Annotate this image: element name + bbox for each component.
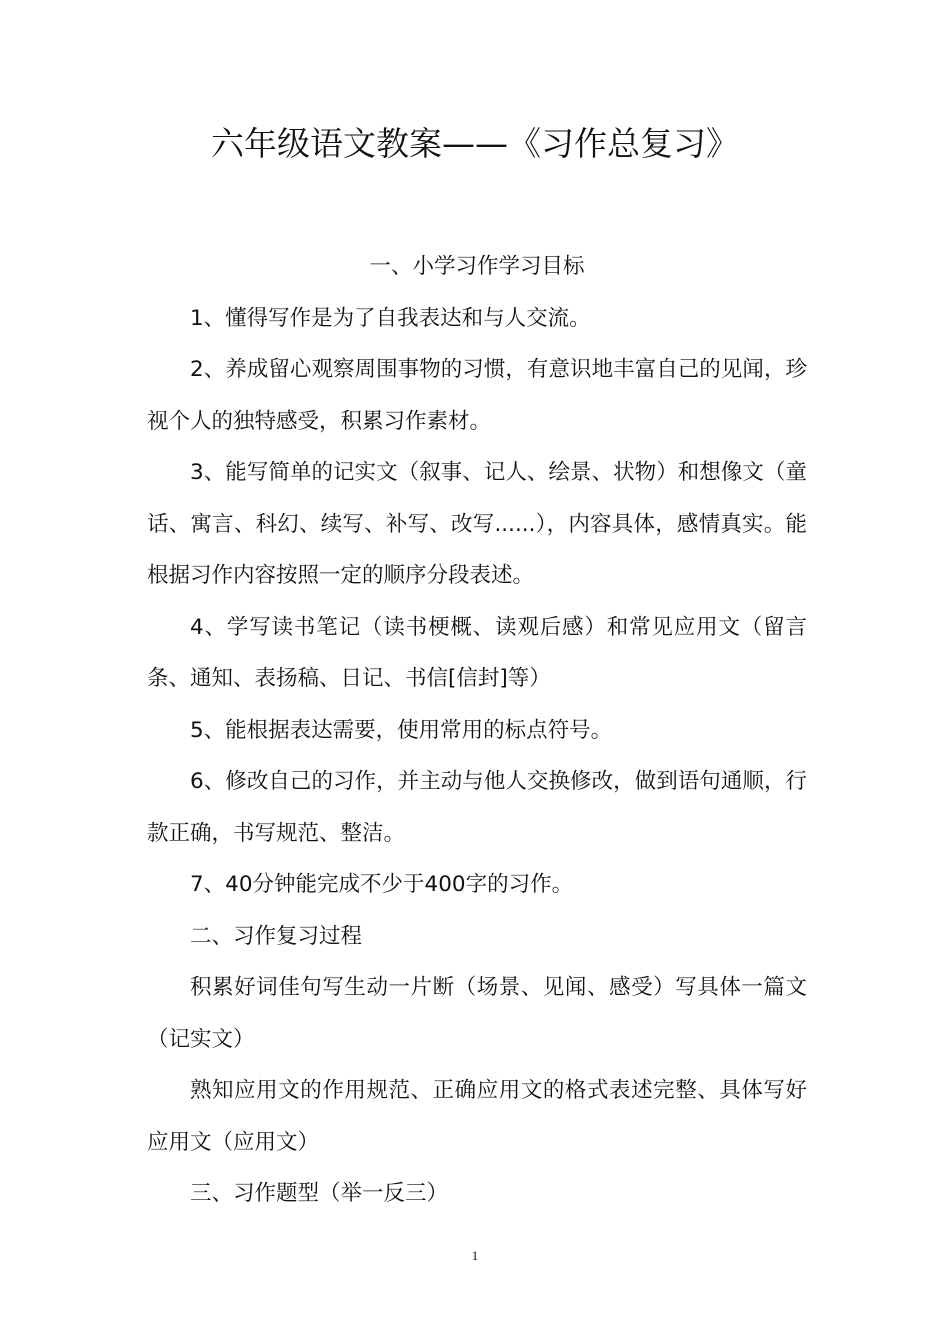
paragraph-goal-6: 6、修改自己的习作，并主动与他人交换修改，做到语句通顺，行款正确，书写规范、整洁。 (147, 769, 807, 846)
document-body (147, 241, 807, 1220)
paragraph-goal-4: 4、学写读书笔记（读书梗概、读观后感）和常见应用文（留言条、通知、表扬稿、日记、书信[信封]等） (147, 614, 807, 691)
section-heading-process: 二、习作复习过程 (190, 923, 363, 949)
paragraph-goal-5: 5、能根据表达需要，使用常用的标点符号。 (190, 717, 613, 743)
paragraph-goal-7: 7、40分钟能完成不少于400字的习作。 (190, 872, 574, 897)
document-title: 六年级语文教案——《习作总复习》 (211, 124, 739, 163)
paragraph-goal-1: 1、懂得写作是为了自我表达和与人交流。 (190, 305, 591, 331)
page-number: 1 (471, 1248, 479, 1263)
section-heading-question-types: 三、习作题型（举一反三） (190, 1181, 449, 1206)
section-heading-goals: 一、小学习作学习目标 (369, 254, 585, 279)
paragraph-goal-3: 3、能写简单的记实文（叙事、记人、绘景、状物）和想像文（童话、寓言、科幻、续写、补写、改写......），内容具体，感情真实。能根据习作内容按照一定的顺序分段表述。 (147, 460, 807, 588)
paragraph-goal-2: 2、养成留心观察周围事物的习惯，有意识地丰富自己的见闻，珍视个人的独特感受，积累习作素材。 (147, 357, 807, 434)
paragraph-process-1: 积累好词佳句写生动一片断（场景、见闻、感受）写具体一篇文（记实文） (147, 975, 807, 1052)
paragraph-process-2: 熟知应用文的作用规范、正确应用文的格式表述完整、具体写好应用文（应用文） (147, 1078, 807, 1155)
